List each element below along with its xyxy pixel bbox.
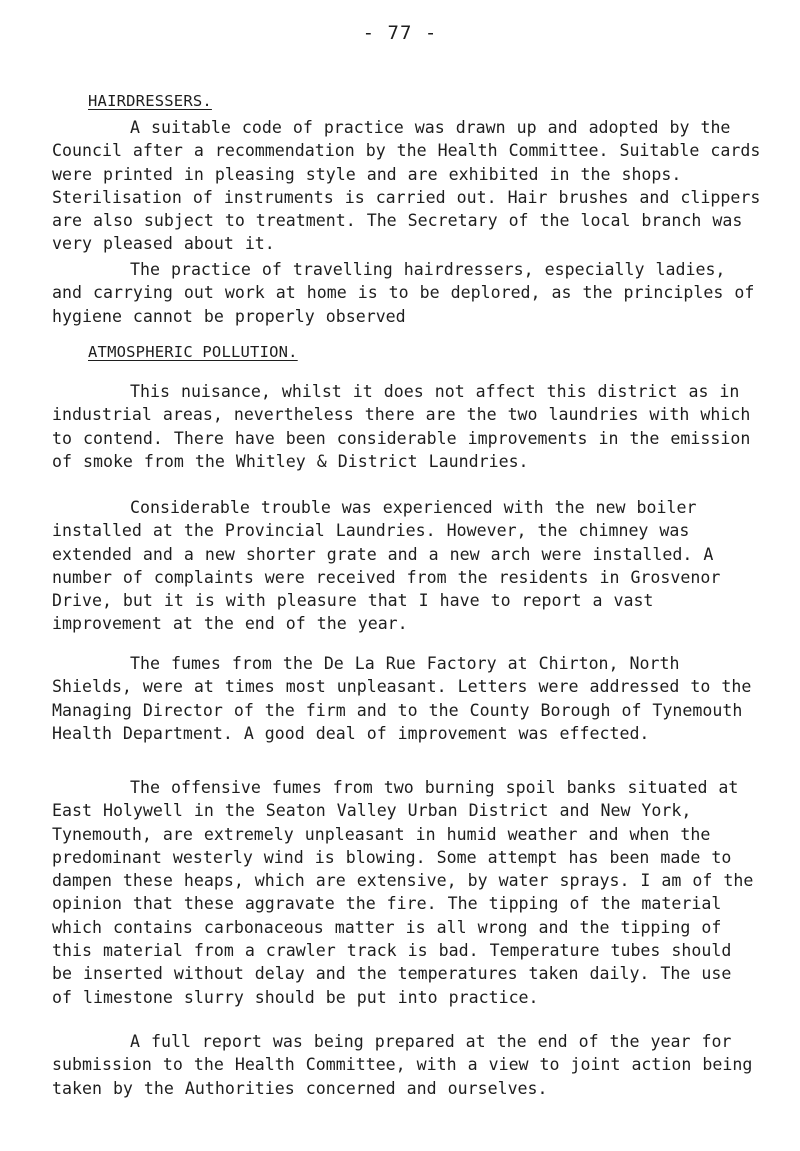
paragraph-full-report: A full report was being prepared at the end of the year for submission to the Health Committee, with a view to joint action being taken by the Authorities concerned and ourselves.	[52, 1032, 753, 1098]
section-heading-hairdressers: HAIRDRESSERS.	[88, 92, 212, 110]
paragraph-provincial-laundries: Considerable trouble was experienced with the new boiler installed at the Provincial Laundries. However, the chimney was extended and a new shorter grate and a new arch were installed. A number of complaints were received from the residents in Grosvenor Drive, but it is with pleasure that I have to report a vast improvement at the end of the year.	[52, 498, 721, 634]
page-number: - 77 -	[362, 22, 438, 44]
paragraph-travelling-hairdressers: The practice of travelling hairdressers, especially ladies, and carrying out work at home is to be deplored, as the principles of hygiene cannot be properly observed	[52, 260, 755, 326]
section-heading-atmospheric-pollution: ATMOSPHERIC POLLUTION.	[88, 343, 298, 361]
paragraph-de-la-rue-factory: The fumes from the De La Rue Factory at Chirton, North Shields, were at times most unpleasant. Letters were addressed to the Managing Director of the firm and to the County Borough of Tynemouth Health Department. A good deal of improvement was effected.	[52, 654, 752, 743]
paragraph-burning-spoil-banks: The offensive fumes from two burning spoil banks situated at East Holywell in the Seaton Valley Urban District and New York, Tynemouth, are extremely unpleasant in humid weather and when the predominant westerly wind is blowing. Some attempt has been made to dampen these heaps, which are extensive, by water sprays. I am of the opinion that these aggravate the fire. The tipping of the material which contains carbonaceous matter is all wrong and the tipping of this material from a crawler track is bad. Temperature tubes should be inserted without delay and the temperatures taken daily. The use of limestone slurry should be put into practice.	[52, 778, 754, 1007]
paragraph-hairdressers-code: A suitable code of practice was drawn up and adopted by the Council after a recommendation by the Health Committee. Suitable cards were printed in pleasing style and are exhibited in the shops. Sterilisation of instruments is carried out. Hair brushes and clippers are also subject to treatment. The Secretary of the local branch was very pleased about it.	[52, 118, 761, 254]
paragraph-nuisance-laundries: This nuisance, whilst it does not affect this district as in industrial areas, nevertheless there are the two laundries with which to contend. There have been considerable improvements in the emission of smoke from the Whitley & District Laundries.	[52, 382, 751, 471]
